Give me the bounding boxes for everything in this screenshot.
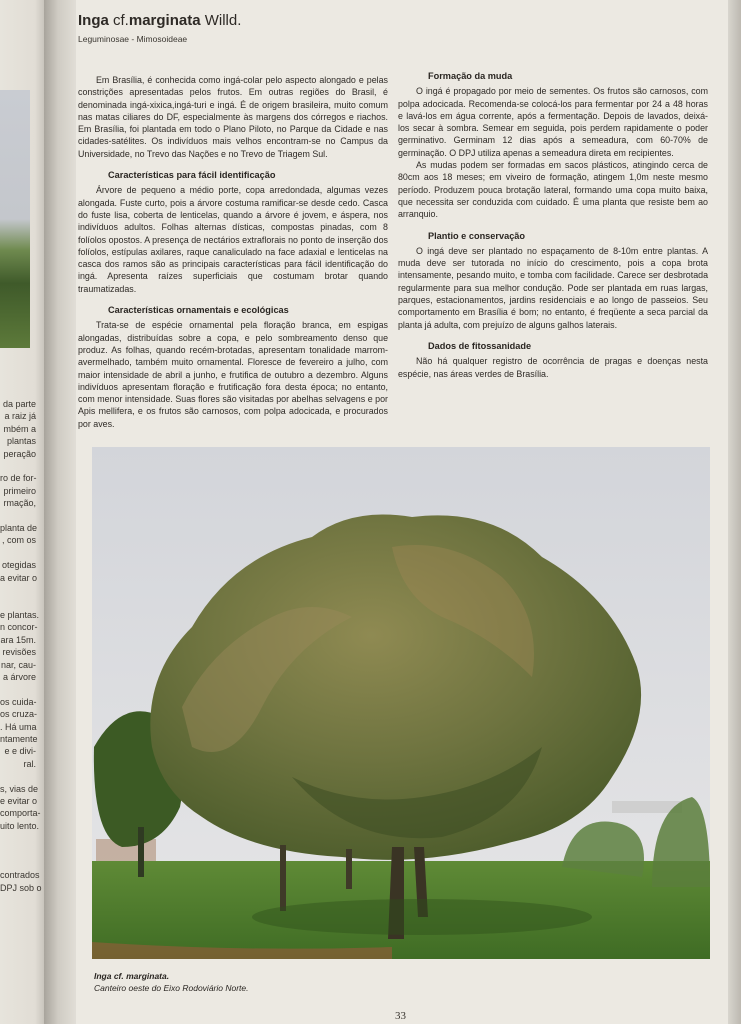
left-page-line: contrados [0,870,40,881]
section-text-ornamentais: Trata-se de espécie ornamental pela floração branca, em espigas alongadas, distribuídas sobre a copa, e pelo sombreamento denso que produz. As folhas, quando recém-brotadas, apresentam tonalidade marrom-avermelhado, também muito ornamental. Floresce de fevereiro a julho, com maior intensidade de abril a junho, e frutifica de outubro a dezembro. Alguns indivíduos apresentam floração e frutificação fora desta época; no entanto, com menor intensidade. Suas flores são visitadas por abelhas selvagens e por Apis mellifera, e os frutos são carnosos, com polpa adocicada, e procurados por aves. [78,320,388,429]
left-page-photo-fragment [0,90,30,348]
left-page-line [0,683,36,695]
family-name: Leguminosae - Mimosoideae [78,34,188,44]
left-page-line: ara 15m. [0,634,36,645]
left-page-line: DPJ sob o [0,882,42,893]
section-heading-identificacao: Características para fácil identificação [108,170,276,181]
left-page-line: os cuida- [0,696,37,707]
left-page-line: planta de [0,523,38,534]
title-author: Willd. [204,12,242,29]
left-page-line: ro de for- [0,473,37,484]
left-page-line: e evitar o [0,796,38,806]
left-page-line: a raiz já [4,411,36,422]
left-page-line: , com os [1,535,36,546]
left-page-line: s, vias de [0,783,39,794]
left-page-edge [0,0,50,1024]
left-page-line [0,857,36,869]
title-species: marginata [128,12,201,29]
intro-paragraph: Em Brasília, é conhecida como ingá-colar pelo aspecto alongado e pelas constrições apresentadas pelos frutos. Em outras regiões do Brasil, é denominada ingá-xixica,ingá-turi e ingá. É de origem brasileira, muito comum nas matas ciliares do DF, especialmente às margens dos córregos e riachos. Em Brasília, foi plantada em todo o Plano Piloto, no Parque da Cidade e nas cidades-satélites. Os indivíduos mais velhos encontram-se no Campus da Universidade, no Trevo das Nações e no Trevo de Triagem Sul. [78,75,388,159]
title-qualifier: cf. [113,12,129,29]
left-page-line: rmação, [3,498,36,509]
left-page-line: ntamente [0,733,38,744]
page-title [78,12,241,29]
page-edge [728,0,741,1024]
left-page-line: da parte [2,399,36,409]
section-heading-plantio: Plantio e conservação [428,230,526,241]
left-page-line [0,584,36,596]
left-page-line: peração [3,448,36,459]
left-page-line: e e divi- [4,746,36,757]
left-page-line: comporta- [0,808,41,819]
section-text-formacao-1: O ingá é propagado por meio de sementes. Os frutos são carnosos, com polpa adocicada. Recomenda-se colocá-los para fermentar por 24 a 48 horas e lavá-los em água corrente, após a fermentação. Depois de lavados, deixá-los secar à sombra. Semear em seguida, pois perdem rapidamente o poder germinativo. Germinam 12 dias após a semeadura, com 60-70% de germinação. O DPJ utiliza apenas a semeadura direta em recipientes. [398,86,708,158]
section-text-fitossanidade: Não há qualquer registro de ocorrência de pragas e doenças nesta espécie, nas áreas verdes de Brasília. [398,356,708,379]
left-page-line: a árvore [2,671,36,682]
section-text-plantio: O ingá deve ser plantado no espaçamento de 8-10m entre plantas. A muda deve ser tutorada no início do crescimento, pois a copa brota intensamente, pesando muito, e tomba com facilidade. Carece ser desbrotada regularmente para sua melhor condução. Pode ser plantada em ruas largas, parques, estacionamentos, jardins residenciais e ao longo de passeios. Seu comportamento em Brasília é bom; no entanto, é freqüente a seca parcial da planta já adulta, com prejuízo de alguns galhos laterais. [398,245,708,330]
photo-caption [94,970,249,994]
left-page-line: n concor- [0,622,38,633]
left-page-line [0,845,36,857]
section-text-formacao-2: As mudas podem ser formadas em sacos plásticos, atingindo cerca de 80cm aos 18 meses; em viveiro de formação, atingem 1,0m neste mesmo período. Produzem pouca brotação lateral, formando uma copa muito baixa, que necessita ser conduzida com cuidado. É uma planta que resiste bem ao arranquio. [398,160,708,220]
left-page-line [0,770,36,782]
section-heading-formacao: Formação da muda [428,71,513,81]
left-page-line: mbém a [3,423,36,434]
left-page-line: primeiro [3,485,36,496]
left-page-line: nar, cau- [0,659,36,670]
caption-title: Inga cf. marginata. [94,971,170,981]
title-genus: Inga [78,12,109,29]
left-page-text-fragment [0,398,42,894]
section-heading-fitossanidade: Dados de fitossanidade [428,340,532,351]
section-heading-ornamentais: Características ornamentais e ecológicas [108,305,289,316]
left-page-line: plantas [6,436,36,447]
text-column-right [398,70,708,380]
left-page-line [0,460,36,472]
text-column-left [78,74,388,430]
left-page-line: os cruza- [0,709,38,720]
left-page-line [0,510,36,522]
left-page-line [0,832,36,844]
left-page-line: . Há uma [0,721,37,732]
tree-photograph [92,447,710,959]
caption-location: Canteiro oeste do Eixo Rodoviário Norte. [94,983,249,993]
left-page-line [0,547,36,559]
left-page-line: otegidas [1,560,36,571]
section-text-identificacao: Árvore de pequeno a médio porte, copa arredondada, algumas vezes alongada. Fuste curto, pois a árvore costuma ramificar-se desde cedo. Casca do fuste lisa, coberta de lenticelas, quando a árvore é jovem, e áspera, nos indivíduos adultos. Folhas alternas dísticas, compostas pinadas, com 8 folíolos opostos. A presença de nectários extraflorais no ponto de inserção dos folíolos, estípulas axilares, raque canaliculado na face adaxial e lenticelas na casca dos ramos são as principais características para fácil identificação do ingá. Apresenta raízes superficiais que costumam brotar quando traumatizadas. [78,185,388,294]
left-page-line: revisões [2,647,36,658]
page-number: 33 [395,1010,406,1022]
left-page-line: e plantas. [0,609,40,620]
left-page-line [0,597,36,609]
left-page-line: ral. [23,758,36,769]
left-page-line: uito lento. [0,820,40,831]
left-page-line: a evitar o [0,572,38,583]
